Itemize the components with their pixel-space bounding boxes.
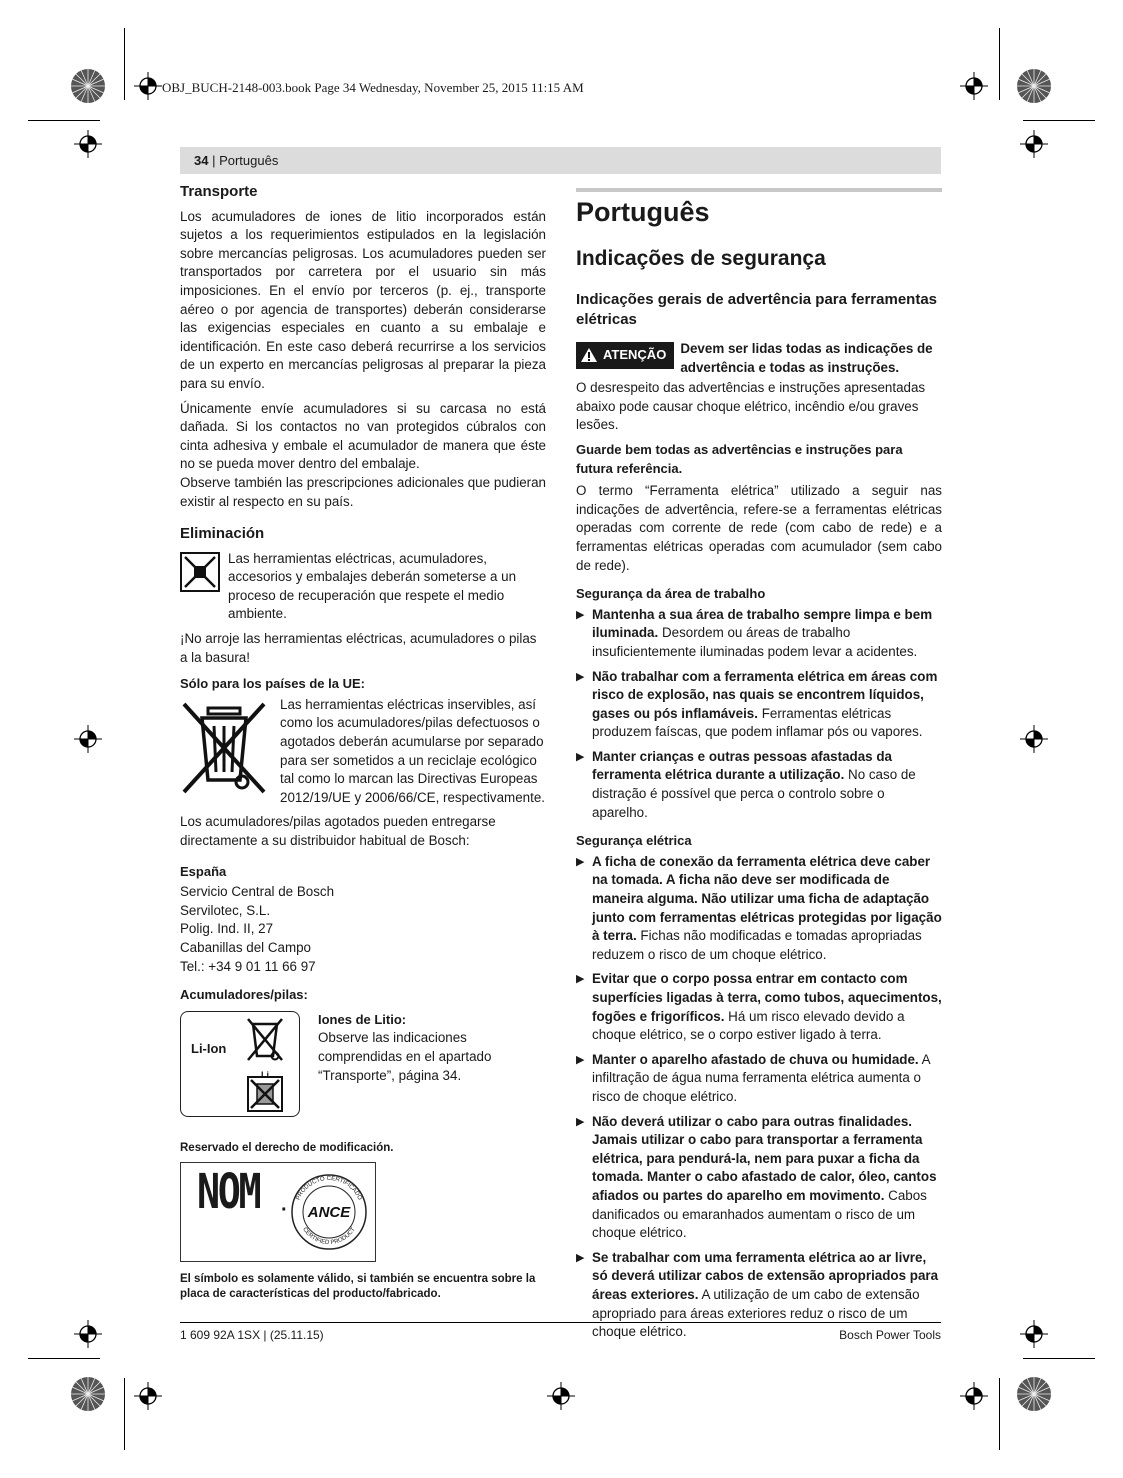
registration-mark-icon — [134, 72, 162, 100]
list-item — [576, 606, 942, 662]
ance-ring-text-top: PRODUCTO CERTIFICADO — [295, 1175, 363, 1201]
li-ion-symbol-box — [180, 1011, 300, 1117]
nom-dot: · — [281, 1198, 288, 1221]
crop-mark — [999, 1378, 1000, 1450]
battery-bin-icon — [245, 1016, 285, 1070]
section-subtitle: Indicações de segurança — [576, 247, 826, 270]
running-header: 34 | Português — [180, 147, 941, 174]
crop-mark — [28, 1358, 100, 1359]
registration-mark-icon — [960, 72, 988, 100]
ue-paragraph: Los acumuladores/pilas agotados pueden entregarse directamente a su distribuidor habitual de Bosch: — [180, 814, 496, 848]
iones-heading: Iones de Litio: — [318, 1011, 407, 1027]
list-item-text: A utilização de um cabo de extensão apropriado para áreas exteriores reduz o risco de um choque elétrico. — [592, 1286, 920, 1340]
address-line: Cabanillas del Campo — [180, 939, 312, 955]
color-bar-star-icon — [1016, 1376, 1052, 1412]
bullet-triangle-icon: ▶ — [576, 750, 585, 763]
general-warnings-heading: Indicações gerais de advertência para ferramentas elétricas — [576, 291, 938, 328]
bullet-triangle-icon: ▶ — [576, 1251, 585, 1264]
bullet-triangle-icon: ▶ — [576, 973, 585, 986]
list-item-text: No caso de distração é possível que perca o controlo sobre o aparelho. — [592, 767, 916, 820]
list-item-text: Ferramentas elétricas produzem faíscas, que podem inflamar pós ou vapores. — [592, 705, 923, 740]
eliminacion-paragraph: Las herramientas eléctricas, acumuladores, accesorios y embalajes deberán someterse a un proceso de recuperación que respete el medio ambiente. — [228, 550, 517, 622]
registration-mark-icon — [74, 1320, 102, 1348]
transporte-paragraph: Observe también las prescripciones adicionales que pudieran existir al respecto en su país. — [180, 474, 546, 509]
list-item — [576, 1051, 942, 1107]
registration-mark-icon — [74, 725, 102, 753]
eliminacion-paragraph: ¡No arroje las herramientas eléctricas, acumuladores o pilas a la basura! — [180, 631, 537, 665]
ance-logo: ANCE — [307, 1203, 351, 1221]
list-item — [576, 748, 942, 822]
registration-mark-icon — [74, 130, 102, 158]
iones-paragraph: Observe las indicaciones comprendidas en el apartado “Transporte”, página 34. — [318, 1030, 492, 1083]
nom-logo: NOM — [197, 1163, 260, 1220]
bullet-triangle-icon: ▶ — [576, 608, 585, 621]
list-item-text: Há um risco elevado devido a choque elétrico, se o corpo estiver ligado à terra. — [592, 1008, 905, 1043]
list-item-bold: Mantenha a sua área de trabalho sempre limpa e bem iluminada. — [592, 606, 933, 641]
bullet-triangle-icon: ▶ — [576, 855, 585, 868]
address-line: Servicio Central de Bosch — [180, 884, 335, 900]
registration-mark-icon — [1020, 130, 1048, 158]
term-paragraph: O termo “Ferramenta elétrica” utilizado a seguir nas indicações de advertência, refere-se a ferramentas elétricas operadas com corrente de rede (com cabo de rede) e a ferramentas elétricas operadas com acumulador (sem cabo de rede). — [576, 483, 942, 573]
crop-mark — [28, 120, 100, 121]
color-bar-star-icon — [1016, 68, 1052, 104]
section-rule — [576, 188, 942, 192]
bullet-triangle-icon: ▶ — [576, 1053, 585, 1066]
svg-text:PRODUCTO CERTIFICADO — [295, 1176, 362, 1202]
list-item-bold: Evitar que o corpo possa entrar em contacto com superfícies ligadas à terra, como tubos, aquecimentos, fogões e frigoríficos. — [592, 971, 942, 1024]
work-area-heading: Segurança da área de trabalho — [576, 586, 766, 602]
address-line: Polig. Ind. II, 27 — [180, 921, 274, 937]
warning-paragraph: O desrespeito das advertências e instruções apresentadas abaixo pode causar choque elétrico, incêndio e/ou graves lesões. — [576, 380, 926, 433]
list-item-bold: Não deverá utilizar o cabo para outras finalidades. Jamais utilizar o cabo para transportar a ferramenta elétrica, para pendurá-la, nem para puxar a ficha da tomada. Manter o cabo afastado de calor, óleo, cantos afiados ou partes do aparelho em movimento. — [592, 1113, 937, 1203]
keep-instructions-text: Guarde bem todas as advertências e instruções para futura referência. — [576, 441, 903, 476]
warning-badge-label: ATENÇÃO — [603, 347, 667, 362]
bullet-triangle-icon: ▶ — [576, 1115, 585, 1128]
list-item-text: Fichas não modificadas e tomadas apropriadas reduzem o risco de um choque elétrico. — [592, 928, 922, 962]
list-item — [576, 668, 942, 742]
list-item-text: A infiltração de água numa ferramenta elétrica aumenta o risco de choque elétrico. — [592, 1051, 930, 1104]
list-item — [576, 853, 942, 965]
registration-mark-icon — [134, 1382, 162, 1410]
ue-paragraph: Las herramientas eléctricas inservibles, así como los acumuladores/pilas defectuosos o agotados deberán acumularse por separado para ser sometidos a un reciclaje ecológico tal como lo marcan las Directivas Europeas 2012/19/UE y 2006/66/CE, respectivamente. — [280, 696, 545, 805]
eliminacion-heading: Eliminación — [180, 525, 265, 543]
crop-mark — [1023, 120, 1095, 121]
acumuladores-heading: Acumuladores/pilas: — [180, 987, 308, 1003]
header-section: Português — [219, 153, 279, 168]
registration-mark-icon — [960, 1382, 988, 1410]
footer-brand: Bosch Power Tools — [839, 1328, 941, 1342]
transporte-paragraph: Los acumuladores de iones de litio incorporados están sujetos a los requerimientos estipulados en la legislación sobre mercancías peligrosas. Los acumuladores pueden ser transportados por carretera por el usuario sin más imposiciones. En el envío por terceros (p. ej., transporte aéreo o por agencia de transportes) deberán considerarse las exigencias especiales en cuanto a su embalaje e identificación. En este caso deberá recurrirse a los servicios de un experto en mercancías peligrosas al preparar la pieza para su envío. — [180, 208, 546, 391]
list-item — [576, 970, 942, 1044]
crop-mark — [1023, 1358, 1095, 1359]
warning-triangle-icon — [580, 347, 598, 363]
ance-ring-text-bottom: CERTIFIED PRODUCT — [301, 1226, 357, 1246]
print-slug: OBJ_BUCH-2148-003.book Page 34 Wednesday, November 25, 2015 11:15 AM — [162, 80, 584, 95]
registration-mark-icon — [1020, 1320, 1048, 1348]
crop-mark — [124, 1378, 125, 1450]
nom-ance-certification — [180, 1162, 376, 1262]
battery-recycle-icon — [247, 1076, 283, 1112]
transporte-heading: Transporte — [180, 183, 258, 200]
registration-mark-icon — [547, 1382, 575, 1410]
reservado-note: Reservado el derecho de modificación. — [180, 1141, 394, 1154]
list-item-text: Desordem ou áreas de trabalho insuficientemente iluminadas podem levar a acidentes. — [592, 625, 918, 659]
right-column — [576, 188, 942, 1348]
page-number: 34 — [194, 153, 209, 168]
address-line: Servilotec, S.L. — [180, 902, 271, 918]
ue-heading: Sólo para los países de la UE: — [180, 676, 365, 692]
electrical-heading: Segurança elétrica — [576, 833, 692, 849]
warning-badge — [576, 342, 674, 369]
li-ion-label: Li-Ion — [191, 1040, 227, 1056]
color-bar-star-icon — [70, 1376, 106, 1412]
list-item-text: Cabos danificados ou emaranhados aumentam o risco de um choque elétrico. — [592, 1187, 927, 1241]
list-item-bold: Manter crianças e outras pessoas afastadas da ferramenta elétrica durante a utilização. — [592, 748, 892, 783]
registration-mark-icon — [1020, 725, 1048, 753]
page-footer — [180, 1322, 941, 1342]
color-bar-star-icon — [70, 68, 106, 104]
transporte-paragraph: Únicamente envíe acumuladores si su carcasa no está dañada. Si los contactos no van protegidos cúbralos con cinta adhesiva y embale el acumulador de manera que éste no se pueda mover dentro del embalaje. — [180, 400, 546, 472]
address-line: Tel.: +34 9 01 11 66 97 — [180, 958, 316, 974]
li-label: Li — [261, 1069, 269, 1080]
simbolo-note: El símbolo es solamente válido, si también se encuentra sobre la placa de características del producto/fabricado. — [180, 1272, 536, 1300]
crop-mark — [999, 28, 1000, 100]
espana-heading: España — [180, 863, 227, 879]
crossed-bin-icon — [180, 700, 268, 796]
list-item-bold: Não trabalhar com a ferramenta elétrica em áreas com risco de explosão, nas quais se encontrem líquidos, gases ou pós inflamáveis. — [592, 668, 938, 721]
ance-seal-icon — [289, 1172, 369, 1252]
list-item — [576, 1113, 942, 1243]
warning-bold-text: Devem ser lidas todas as indicações de advertência e todas as instruções. — [680, 341, 933, 375]
recycle-disposal-icon — [180, 552, 220, 592]
footer-doc-id: 1 609 92A 1SX | (25.11.15) — [180, 1328, 324, 1342]
left-column — [180, 183, 546, 1302]
list-item-bold: Se trabalhar com uma ferramenta elétrica ao ar livre, só deverá utilizar cabos de extensão apropriados para áreas exteriores. — [592, 1249, 939, 1302]
section-title: Português — [576, 197, 710, 227]
list-item-bold: Manter o aparelho afastado de chuva ou humidade. — [592, 1051, 919, 1067]
crop-mark — [124, 28, 125, 100]
bullet-triangle-icon: ▶ — [576, 670, 585, 683]
list-item-bold: A ficha de conexão da ferramenta elétrica deve caber na tomada. A ficha não deve ser modificada de maneira alguma. Não utilizar uma ficha de adaptação junto com ferramentas elétricas protegidas por ligação à terra. — [592, 853, 942, 944]
